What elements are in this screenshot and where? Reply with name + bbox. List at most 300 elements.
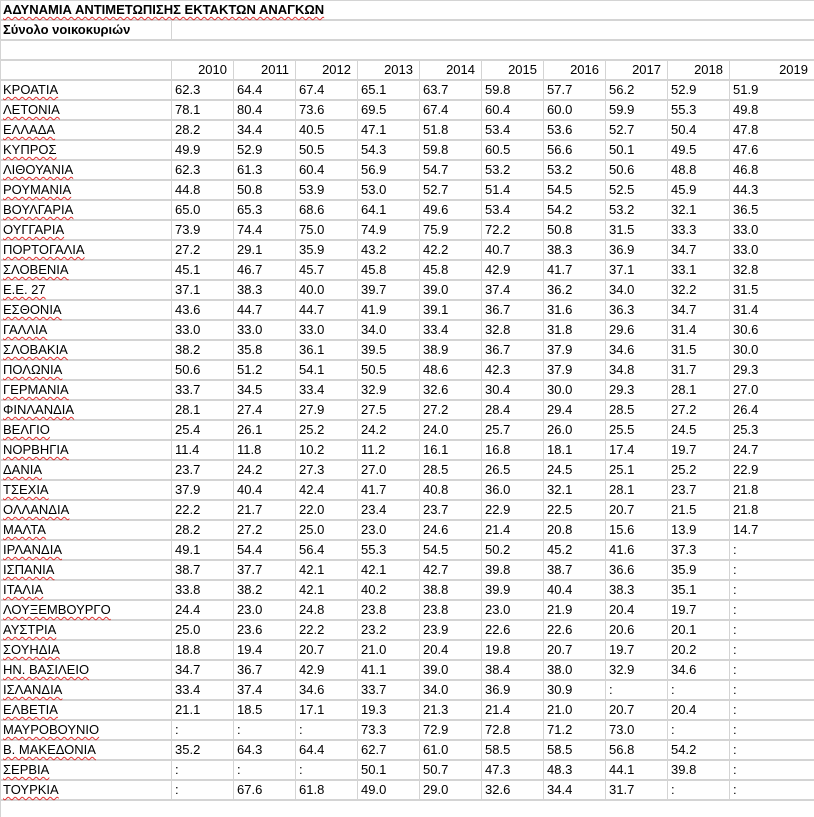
value-cell[interactable]: 36.0 (482, 480, 544, 500)
value-cell[interactable]: 31.4 (668, 320, 730, 340)
country-cell[interactable] (0, 320, 172, 340)
country-cell[interactable] (0, 640, 172, 660)
value-cell[interactable]: 20.1 (668, 620, 730, 640)
value-cell[interactable]: 67.4 (296, 80, 358, 100)
value-cell[interactable]: 42.1 (358, 560, 420, 580)
value-cell[interactable]: 50.4 (668, 120, 730, 140)
value-cell[interactable]: 22.5 (544, 500, 606, 520)
value-cell[interactable]: 31.7 (606, 780, 668, 800)
value-cell[interactable]: 27.5 (358, 400, 420, 420)
value-cell[interactable]: 33.4 (172, 680, 234, 700)
value-cell[interactable]: 55.3 (358, 540, 420, 560)
value-cell[interactable]: 19.3 (358, 700, 420, 720)
value-cell[interactable]: 49.5 (668, 140, 730, 160)
value-cell[interactable]: 27.9 (296, 400, 358, 420)
value-cell[interactable]: 37.9 (544, 360, 606, 380)
value-cell[interactable]: 62.7 (358, 740, 420, 760)
value-cell[interactable]: 24.8 (296, 600, 358, 620)
value-cell[interactable]: 23.0 (234, 600, 296, 620)
value-cell[interactable]: 34.7 (668, 300, 730, 320)
country-cell[interactable] (0, 580, 172, 600)
value-cell[interactable]: 20.8 (544, 520, 606, 540)
value-cell[interactable]: 33.4 (296, 380, 358, 400)
value-cell[interactable]: 23.9 (420, 620, 482, 640)
value-cell[interactable]: 33.0 (234, 320, 296, 340)
value-cell[interactable]: 20.7 (296, 640, 358, 660)
value-cell[interactable]: 25.0 (172, 620, 234, 640)
value-cell[interactable]: : (668, 680, 730, 700)
value-cell[interactable]: 48.8 (668, 160, 730, 180)
value-cell[interactable]: 28.4 (482, 400, 544, 420)
value-cell[interactable]: 33.7 (358, 680, 420, 700)
value-cell[interactable]: 40.4 (544, 580, 606, 600)
value-cell[interactable]: 47.6 (730, 140, 814, 160)
value-cell[interactable]: 26.0 (544, 420, 606, 440)
value-cell[interactable]: : (296, 720, 358, 740)
value-cell[interactable]: 32.6 (482, 780, 544, 800)
value-cell[interactable]: 53.6 (544, 120, 606, 140)
value-cell[interactable]: 24.7 (730, 440, 814, 460)
value-cell[interactable]: 35.8 (234, 340, 296, 360)
value-cell[interactable]: 65.1 (358, 80, 420, 100)
value-cell[interactable]: 60.0 (544, 100, 606, 120)
value-cell[interactable]: 73.9 (172, 220, 234, 240)
value-cell[interactable]: 24.0 (420, 420, 482, 440)
country-cell[interactable] (0, 720, 172, 740)
value-cell[interactable]: 36.7 (482, 300, 544, 320)
value-cell[interactable]: 44.8 (172, 180, 234, 200)
value-cell[interactable]: 64.1 (358, 200, 420, 220)
value-cell[interactable]: 41.9 (358, 300, 420, 320)
value-cell[interactable]: 40.8 (420, 480, 482, 500)
year-header-cell[interactable]: 2010 (172, 60, 234, 80)
year-header-cell[interactable]: 2015 (482, 60, 544, 80)
value-cell[interactable]: 52.9 (668, 80, 730, 100)
value-cell[interactable]: 20.7 (606, 500, 668, 520)
value-cell[interactable]: 25.1 (606, 460, 668, 480)
value-cell[interactable]: 27.2 (668, 400, 730, 420)
value-cell[interactable]: 38.7 (172, 560, 234, 580)
value-cell[interactable]: 23.8 (420, 600, 482, 620)
value-cell[interactable]: 43.2 (358, 240, 420, 260)
value-cell[interactable]: 26.4 (730, 400, 814, 420)
value-cell[interactable]: 59.8 (420, 140, 482, 160)
value-cell[interactable]: 24.5 (668, 420, 730, 440)
value-cell[interactable]: : (296, 760, 358, 780)
value-cell[interactable]: 34.0 (420, 680, 482, 700)
value-cell[interactable]: 57.7 (544, 80, 606, 100)
value-cell[interactable]: 45.7 (296, 260, 358, 280)
value-cell[interactable]: 10.2 (296, 440, 358, 460)
value-cell[interactable]: 51.2 (234, 360, 296, 380)
value-cell[interactable]: 32.1 (668, 200, 730, 220)
year-header-cell[interactable]: 2012 (296, 60, 358, 80)
country-cell[interactable] (0, 220, 172, 240)
value-cell[interactable]: 23.7 (172, 460, 234, 480)
value-cell[interactable]: 20.4 (420, 640, 482, 660)
value-cell[interactable]: 72.2 (482, 220, 544, 240)
value-cell[interactable]: 35.2 (172, 740, 234, 760)
value-cell[interactable]: 33.8 (172, 580, 234, 600)
value-cell[interactable]: 29.6 (606, 320, 668, 340)
value-cell[interactable]: 38.4 (482, 660, 544, 680)
value-cell[interactable]: 24.6 (420, 520, 482, 540)
value-cell[interactable]: 23.6 (234, 620, 296, 640)
value-cell[interactable]: 71.2 (544, 720, 606, 740)
value-cell[interactable]: 21.8 (730, 500, 814, 520)
value-cell[interactable]: 22.9 (482, 500, 544, 520)
value-cell[interactable]: 29.1 (234, 240, 296, 260)
country-cell[interactable] (0, 100, 172, 120)
country-cell[interactable] (0, 740, 172, 760)
country-cell[interactable] (0, 380, 172, 400)
value-cell[interactable]: 34.0 (606, 280, 668, 300)
country-cell[interactable] (0, 680, 172, 700)
value-cell[interactable]: 31.4 (730, 300, 814, 320)
value-cell[interactable]: 25.4 (172, 420, 234, 440)
value-cell[interactable]: 42.9 (296, 660, 358, 680)
value-cell[interactable]: 64.4 (234, 80, 296, 100)
country-cell[interactable] (0, 460, 172, 480)
country-cell[interactable] (0, 480, 172, 500)
value-cell[interactable]: : (606, 680, 668, 700)
value-cell[interactable]: 11.2 (358, 440, 420, 460)
value-cell[interactable]: 20.7 (606, 700, 668, 720)
value-cell[interactable]: 65.0 (172, 200, 234, 220)
value-cell[interactable]: 34.8 (606, 360, 668, 380)
value-cell[interactable]: 42.4 (296, 480, 358, 500)
value-cell[interactable]: 21.8 (730, 480, 814, 500)
country-cell[interactable] (0, 280, 172, 300)
value-cell[interactable]: 37.4 (234, 680, 296, 700)
value-cell[interactable]: 14.7 (730, 520, 814, 540)
value-cell[interactable]: 19.4 (234, 640, 296, 660)
value-cell[interactable]: 49.0 (358, 780, 420, 800)
value-cell[interactable]: 36.3 (606, 300, 668, 320)
value-cell[interactable]: 34.5 (234, 380, 296, 400)
value-cell[interactable]: 75.0 (296, 220, 358, 240)
value-cell[interactable]: 39.0 (420, 280, 482, 300)
value-cell[interactable]: 42.1 (296, 580, 358, 600)
value-cell[interactable]: 40.0 (296, 280, 358, 300)
value-cell[interactable]: 39.1 (420, 300, 482, 320)
value-cell[interactable]: 35.9 (668, 560, 730, 580)
value-cell[interactable]: 29.3 (606, 380, 668, 400)
value-cell[interactable]: 54.7 (420, 160, 482, 180)
value-cell[interactable]: 36.2 (544, 280, 606, 300)
value-cell[interactable]: 21.1 (172, 700, 234, 720)
value-cell[interactable]: : (234, 720, 296, 740)
value-cell[interactable]: 23.0 (482, 600, 544, 620)
value-cell[interactable]: 56.4 (296, 540, 358, 560)
country-cell[interactable] (0, 160, 172, 180)
value-cell[interactable]: 37.7 (234, 560, 296, 580)
value-cell[interactable]: 21.9 (544, 600, 606, 620)
year-header-cell[interactable]: 2016 (544, 60, 606, 80)
value-cell[interactable]: 49.9 (172, 140, 234, 160)
value-cell[interactable]: 50.5 (296, 140, 358, 160)
value-cell[interactable]: 36.1 (296, 340, 358, 360)
value-cell[interactable]: 38.3 (234, 280, 296, 300)
value-cell[interactable]: 34.0 (358, 320, 420, 340)
value-cell[interactable]: 42.3 (482, 360, 544, 380)
value-cell[interactable]: 50.1 (606, 140, 668, 160)
value-cell[interactable]: 30.0 (730, 340, 814, 360)
value-cell[interactable]: 32.8 (730, 260, 814, 280)
value-cell[interactable]: 33.0 (172, 320, 234, 340)
value-cell[interactable]: 74.9 (358, 220, 420, 240)
value-cell[interactable]: 28.5 (606, 400, 668, 420)
value-cell[interactable]: 26.1 (234, 420, 296, 440)
value-cell[interactable]: 58.5 (482, 740, 544, 760)
value-cell[interactable]: : (730, 680, 814, 700)
value-cell[interactable]: 54.4 (234, 540, 296, 560)
value-cell[interactable]: 38.2 (234, 580, 296, 600)
value-cell[interactable]: 55.3 (668, 100, 730, 120)
value-cell[interactable]: 41.7 (358, 480, 420, 500)
value-cell[interactable]: 51.9 (730, 80, 814, 100)
value-cell[interactable]: 72.8 (482, 720, 544, 740)
country-cell[interactable] (0, 540, 172, 560)
value-cell[interactable]: 33.1 (668, 260, 730, 280)
value-cell[interactable]: 73.0 (606, 720, 668, 740)
value-cell[interactable]: 73.3 (358, 720, 420, 740)
value-cell[interactable]: 41.7 (544, 260, 606, 280)
value-cell[interactable]: 54.1 (296, 360, 358, 380)
value-cell[interactable]: 31.5 (606, 220, 668, 240)
value-cell[interactable]: 22.9 (730, 460, 814, 480)
year-header-cell[interactable]: 2019 (730, 60, 814, 80)
value-cell[interactable]: 62.3 (172, 80, 234, 100)
value-cell[interactable]: 52.5 (606, 180, 668, 200)
value-cell[interactable]: 35.9 (296, 240, 358, 260)
value-cell[interactable]: 49.6 (420, 200, 482, 220)
value-cell[interactable]: 67.6 (234, 780, 296, 800)
value-cell[interactable]: 21.0 (358, 640, 420, 660)
value-cell[interactable]: 40.5 (296, 120, 358, 140)
value-cell[interactable]: : (668, 780, 730, 800)
value-cell[interactable]: 19.8 (482, 640, 544, 660)
value-cell[interactable]: 38.3 (544, 240, 606, 260)
value-cell[interactable]: : (730, 620, 814, 640)
value-cell[interactable]: 22.2 (296, 620, 358, 640)
value-cell[interactable]: 39.5 (358, 340, 420, 360)
value-cell[interactable]: 15.6 (606, 520, 668, 540)
value-cell[interactable]: 43.6 (172, 300, 234, 320)
value-cell[interactable]: 17.1 (296, 700, 358, 720)
value-cell[interactable]: 53.2 (482, 160, 544, 180)
value-cell[interactable]: 33.7 (172, 380, 234, 400)
value-cell[interactable]: 30.0 (544, 380, 606, 400)
value-cell[interactable]: 50.8 (234, 180, 296, 200)
value-cell[interactable]: 33.0 (296, 320, 358, 340)
value-cell[interactable]: 21.4 (482, 700, 544, 720)
value-cell[interactable]: 32.8 (482, 320, 544, 340)
value-cell[interactable]: 42.1 (296, 560, 358, 580)
value-cell[interactable]: 50.2 (482, 540, 544, 560)
value-cell[interactable]: 45.8 (420, 260, 482, 280)
value-cell[interactable]: 36.7 (234, 660, 296, 680)
value-cell[interactable]: : (730, 780, 814, 800)
value-cell[interactable]: 31.7 (668, 360, 730, 380)
value-cell[interactable]: : (730, 720, 814, 740)
value-cell[interactable]: 32.9 (358, 380, 420, 400)
country-cell[interactable] (0, 300, 172, 320)
value-cell[interactable]: 40.4 (234, 480, 296, 500)
value-cell[interactable]: 37.9 (172, 480, 234, 500)
value-cell[interactable]: 61.8 (296, 780, 358, 800)
value-cell[interactable]: : (730, 700, 814, 720)
value-cell[interactable]: 46.7 (234, 260, 296, 280)
value-cell[interactable]: 39.8 (482, 560, 544, 580)
value-cell[interactable]: 21.4 (482, 520, 544, 540)
value-cell[interactable]: : (730, 660, 814, 680)
value-cell[interactable]: 31.6 (544, 300, 606, 320)
value-cell[interactable]: 28.2 (172, 520, 234, 540)
value-cell[interactable]: 53.9 (296, 180, 358, 200)
value-cell[interactable]: 18.5 (234, 700, 296, 720)
value-cell[interactable]: 23.8 (358, 600, 420, 620)
value-cell[interactable]: 45.8 (358, 260, 420, 280)
country-cell[interactable] (0, 400, 172, 420)
value-cell[interactable]: 49.8 (730, 100, 814, 120)
value-cell[interactable]: 38.9 (420, 340, 482, 360)
empty-cell[interactable] (0, 40, 814, 60)
value-cell[interactable]: 28.1 (606, 480, 668, 500)
value-cell[interactable]: 44.1 (606, 760, 668, 780)
value-cell[interactable]: 56.6 (544, 140, 606, 160)
value-cell[interactable]: 31.5 (730, 280, 814, 300)
value-cell[interactable]: 56.8 (606, 740, 668, 760)
value-cell[interactable]: 25.7 (482, 420, 544, 440)
value-cell[interactable]: : (172, 780, 234, 800)
country-cell[interactable] (0, 620, 172, 640)
year-header-cell[interactable]: 2011 (234, 60, 296, 80)
value-cell[interactable]: : (234, 760, 296, 780)
value-cell[interactable]: 30.9 (544, 680, 606, 700)
value-cell[interactable]: 37.4 (482, 280, 544, 300)
value-cell[interactable]: 22.6 (544, 620, 606, 640)
value-cell[interactable]: 34.6 (668, 660, 730, 680)
value-cell[interactable]: 24.5 (544, 460, 606, 480)
value-cell[interactable]: 31.8 (544, 320, 606, 340)
value-cell[interactable]: 20.4 (668, 700, 730, 720)
value-cell[interactable]: 54.2 (544, 200, 606, 220)
value-cell[interactable]: 39.8 (668, 760, 730, 780)
value-cell[interactable]: 52.7 (606, 120, 668, 140)
sheet-subtitle[interactable]: Σύνολο νοικοκυριών (0, 20, 172, 40)
value-cell[interactable]: 27.4 (234, 400, 296, 420)
value-cell[interactable]: 39.0 (420, 660, 482, 680)
country-cell[interactable] (0, 600, 172, 620)
country-cell[interactable] (0, 520, 172, 540)
country-cell[interactable] (0, 340, 172, 360)
value-cell[interactable]: 49.1 (172, 540, 234, 560)
value-cell[interactable]: 27.2 (420, 400, 482, 420)
value-cell[interactable]: 63.7 (420, 80, 482, 100)
country-cell[interactable] (0, 780, 172, 800)
value-cell[interactable]: : (730, 540, 814, 560)
value-cell[interactable]: 20.7 (544, 640, 606, 660)
value-cell[interactable]: 25.2 (668, 460, 730, 480)
value-cell[interactable]: 37.1 (606, 260, 668, 280)
value-cell[interactable]: 50.8 (544, 220, 606, 240)
value-cell[interactable]: 23.7 (420, 500, 482, 520)
value-cell[interactable]: 44.3 (730, 180, 814, 200)
value-cell[interactable]: 33.0 (730, 240, 814, 260)
value-cell[interactable]: 27.3 (296, 460, 358, 480)
value-cell[interactable]: 13.9 (668, 520, 730, 540)
value-cell[interactable]: 27.0 (730, 380, 814, 400)
value-cell[interactable]: : (730, 640, 814, 660)
value-cell[interactable]: 32.1 (544, 480, 606, 500)
value-cell[interactable]: 32.9 (606, 660, 668, 680)
value-cell[interactable]: 11.4 (172, 440, 234, 460)
value-cell[interactable]: 62.3 (172, 160, 234, 180)
country-cell[interactable] (0, 240, 172, 260)
value-cell[interactable]: 35.1 (668, 580, 730, 600)
value-cell[interactable]: 38.0 (544, 660, 606, 680)
empty-cell[interactable] (172, 20, 814, 40)
value-cell[interactable]: 36.5 (730, 200, 814, 220)
value-cell[interactable]: 68.6 (296, 200, 358, 220)
value-cell[interactable]: 52.9 (234, 140, 296, 160)
country-cell[interactable] (0, 760, 172, 780)
value-cell[interactable]: 26.5 (482, 460, 544, 480)
value-cell[interactable]: 38.7 (544, 560, 606, 580)
value-cell[interactable]: 33.3 (668, 220, 730, 240)
value-cell[interactable]: 21.0 (544, 700, 606, 720)
value-cell[interactable]: 28.5 (420, 460, 482, 480)
country-cell[interactable] (0, 260, 172, 280)
value-cell[interactable]: 56.2 (606, 80, 668, 100)
value-cell[interactable]: 27.2 (234, 520, 296, 540)
value-cell[interactable]: 41.6 (606, 540, 668, 560)
value-cell[interactable]: 40.7 (482, 240, 544, 260)
value-cell[interactable]: 22.2 (172, 500, 234, 520)
value-cell[interactable]: 29.3 (730, 360, 814, 380)
value-cell[interactable]: 29.4 (544, 400, 606, 420)
value-cell[interactable]: : (730, 760, 814, 780)
value-cell[interactable]: : (730, 600, 814, 620)
value-cell[interactable]: 53.2 (544, 160, 606, 180)
country-cell[interactable] (0, 140, 172, 160)
value-cell[interactable]: : (172, 720, 234, 740)
value-cell[interactable]: 34.7 (172, 660, 234, 680)
value-cell[interactable]: 60.4 (296, 160, 358, 180)
value-cell[interactable]: 59.8 (482, 80, 544, 100)
value-cell[interactable]: 54.3 (358, 140, 420, 160)
value-cell[interactable]: 33.4 (420, 320, 482, 340)
value-cell[interactable]: : (730, 580, 814, 600)
value-cell[interactable]: 25.3 (730, 420, 814, 440)
value-cell[interactable]: 42.9 (482, 260, 544, 280)
value-cell[interactable]: 32.6 (420, 380, 482, 400)
value-cell[interactable]: 21.5 (668, 500, 730, 520)
value-cell[interactable]: 56.9 (358, 160, 420, 180)
value-cell[interactable]: 39.9 (482, 580, 544, 600)
value-cell[interactable]: 48.3 (544, 760, 606, 780)
country-cell[interactable] (0, 180, 172, 200)
value-cell[interactable]: 30.4 (482, 380, 544, 400)
value-cell[interactable]: 23.4 (358, 500, 420, 520)
value-cell[interactable]: 21.7 (234, 500, 296, 520)
value-cell[interactable]: 24.2 (234, 460, 296, 480)
value-cell[interactable]: 34.4 (544, 780, 606, 800)
value-cell[interactable]: 23.2 (358, 620, 420, 640)
value-cell[interactable]: 47.3 (482, 760, 544, 780)
value-cell[interactable]: 24.4 (172, 600, 234, 620)
